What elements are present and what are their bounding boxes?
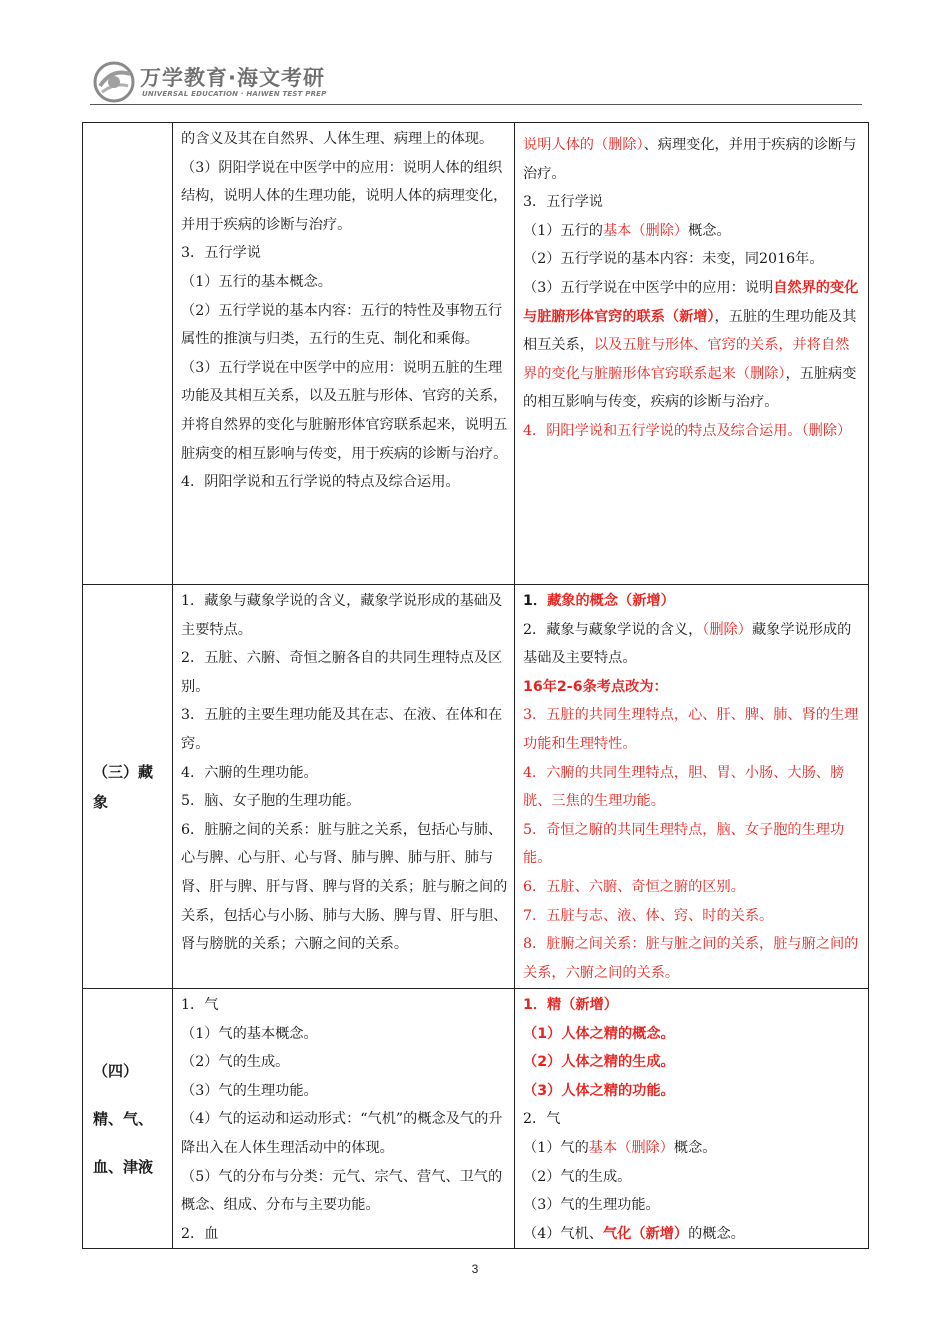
change-text: （1）五行的: [523, 222, 603, 239]
change-item: [523, 274, 862, 417]
change-item: [523, 1220, 862, 1249]
change-annotation: 8．脏腑之间关系：脏与脏之间的关系，脏与腑之间的关系，六腑之间的关系。: [523, 936, 859, 981]
change-item: [523, 616, 862, 673]
change-annotation: 16年2-6条考点改为：: [523, 678, 668, 695]
change-annotation: 藏象的概念（新增）: [547, 593, 675, 609]
syllabus-item: 5．脑、女子胞的生理功能。: [181, 793, 361, 810]
syllabus-2016-cell: [173, 989, 515, 1249]
syllabus-item: （3）五行学说在中医学中的应用：说明五脏的生理功能及其相互关系，以及五脏与形体、官窍的关系，并将自然界的变化与脏腑形体官窍联系起来，说明五脏病变的相互影响与传变，用于疾病的诊断与治疗。: [181, 359, 508, 462]
category-label: （四）精、气、血、津液: [93, 1061, 154, 1176]
syllabus-item: （2）五行学说的基本内容：五行的特性及事物五行属性的推演与归类，五行的生克、制化和乘侮。: [181, 302, 503, 348]
category-label: （三）藏象: [93, 762, 154, 811]
change-annotation: 说明人体的（删除）: [523, 137, 644, 153]
page-number: 3: [471, 1262, 479, 1276]
page-header: [90, 58, 862, 106]
change-item: [523, 816, 862, 873]
syllabus-2016-cell: [173, 585, 515, 989]
change-annotation: （1）人体之精的概念。: [523, 1025, 675, 1042]
change-annotation: 气化（新增）: [602, 1225, 689, 1242]
change-item: [523, 188, 862, 217]
syllabus-item: （5）气的分布与分类：元气、宗气、营气、卫气的概念、组成、分布与主要功能。: [181, 1168, 503, 1214]
table-row: [83, 123, 869, 585]
change-item: [523, 1020, 862, 1049]
change-item: [523, 930, 862, 987]
syllabus-2017-changes-cell: [515, 989, 869, 1249]
change-item: [523, 1077, 862, 1106]
syllabus-item: 3．五行学说: [181, 245, 261, 262]
change-annotation: （3）人体之精的功能。: [523, 1082, 675, 1099]
change-text: 、病理变化，并用于疾病的诊断与治疗。: [523, 137, 857, 182]
change-text: 藏象学说形成的基础及主要特点。: [523, 621, 852, 667]
syllabus-item: （1）五行的基本概念。: [181, 273, 332, 290]
change-annotation: 5．奇恒之腑的共同生理特点，脑、女子胞的生理功能。: [523, 821, 845, 867]
change-text: 1．: [523, 593, 548, 609]
brand-name-en: UNIVERSAL EDUCATION · HAIWEN TEST PREP: [142, 90, 327, 98]
change-annotation: 以及五脏与形体、官窍的关系，并将自然界的变化与脏腑形体官窍联系起来（删除）: [523, 337, 850, 382]
change-annotation: 基本（删除）: [602, 222, 689, 239]
change-text: （3）五行学说在中医学中的应用：说明: [523, 279, 774, 296]
change-text: 2．气: [523, 1111, 561, 1128]
change-item: [523, 131, 862, 188]
change-annotation: （2）人体之精的生成。: [523, 1054, 675, 1071]
syllabus-2017-changes-cell: [515, 585, 869, 989]
change-annotation: （删除）: [702, 621, 752, 638]
change-annotation: 6．五脏、六腑、奇恒之腑的区别。: [523, 878, 745, 895]
change-item: [523, 1048, 862, 1077]
change-item: [523, 701, 862, 758]
change-text: （4）气机、: [523, 1225, 603, 1242]
change-text: 2．藏象与藏象学说的含义，: [523, 621, 703, 638]
change-item: [523, 587, 862, 616]
change-annotation: 3．五脏的共同生理特点，心、肝、脾、肺、肾的生理功能和生理特性。: [523, 707, 859, 752]
syllabus-2017-changes-cell: [515, 123, 869, 585]
syllabus-item: （1）气的基本概念。: [181, 1025, 318, 1042]
change-annotation: 4．阴阳学说和五行学说的特点及综合运用。（删除）: [523, 422, 852, 439]
syllabus-2016-cell: [173, 123, 515, 585]
change-item: [523, 673, 862, 702]
change-text: （1）气的: [523, 1139, 589, 1156]
table-row: [83, 585, 869, 989]
change-item: [523, 1134, 862, 1163]
change-text: ，五脏病变的相互影响与传变，疾病的诊断与治疗。: [523, 365, 857, 411]
change-item: [523, 245, 862, 274]
brand-logo-icon: [92, 60, 136, 104]
change-item: [523, 417, 862, 446]
syllabus-item: 2．五脏、六腑、奇恒之腑各自的共同生理特点及区别。: [181, 650, 503, 695]
syllabus-item: 1．藏象与藏象学说的含义，藏象学说形成的基础及主要特点。: [181, 593, 503, 638]
change-item: [523, 991, 862, 1020]
syllabus-item: （2）气的生成。: [181, 1054, 290, 1071]
header-divider: [90, 104, 862, 105]
syllabus-table: [82, 122, 869, 1249]
syllabus-item: （3）阴阳学说在中医学中的应用：说明人体的组织结构，说明人体的生理功能，说明人体的病理变化，并用于疾病的诊断与治疗。: [181, 159, 508, 233]
category-cell: [83, 989, 173, 1249]
change-text: 概念。: [673, 1139, 717, 1156]
change-annotation: 4．六腑的共同生理特点，胆、胃、小肠、大肠、膀胱、三焦的生理功能。: [523, 764, 845, 810]
change-annotation: 基本（删除）: [588, 1139, 674, 1156]
syllabus-item: 2．血: [181, 1225, 219, 1242]
category-cell: [83, 123, 173, 585]
change-item: [523, 902, 862, 931]
change-text: （2）气的生成。: [523, 1168, 632, 1185]
change-annotation: 自然界的变化与脏腑形体官窍的联系（新增）: [523, 279, 859, 325]
change-item: [523, 873, 862, 902]
change-text: （2）五行学说的基本内容：未变，同2016年。: [523, 251, 824, 268]
syllabus-item: （4）气的运动和运动形式：“气机”的概念及气的升降出入在人体生理活动中的体现。: [181, 1111, 503, 1156]
syllabus-item: 4．六腑的生理功能。: [181, 764, 318, 781]
change-annotation: 1．精（新增）: [523, 997, 618, 1013]
syllabus-item: 4．阴阳学说和五行学说的特点及综合运用。: [181, 474, 460, 491]
syllabus-item: 1．气: [181, 997, 219, 1013]
change-annotation: 7．五脏与志、液、体、窍、时的关系。: [523, 907, 774, 924]
syllabus-item: 3．五脏的主要生理功能及其在志、在液、在体和在窍。: [181, 707, 503, 752]
syllabus-item: （3）气的生理功能。: [181, 1082, 318, 1099]
change-text: 的概念。: [688, 1225, 745, 1242]
category-cell: [83, 585, 173, 989]
syllabus-item: 的含义及其在自然界、人体生理、病理上的体现。: [181, 131, 494, 147]
change-item: [523, 1105, 862, 1134]
brand-name-cn: 万学教育·海文考研: [140, 66, 325, 90]
change-text: （3）气的生理功能。: [523, 1197, 660, 1214]
syllabus-item: 6．脏腑之间的关系：脏与脏之关系，包括心与肺、心与脾、心与肝、心与肾、肺与脾、肺与肝、肺与肾、肝与脾、肝与肾、脾与肾的关系；脏与腑之间的关系，包括心与小肠、肺与大肠、脾与胃、肝与胆、肾与膀胱的关系；六腑之间的关系。: [181, 821, 508, 953]
change-text: ，五脏的生理功能及其相互关系，: [523, 308, 857, 354]
change-item: [523, 759, 862, 816]
table-row: [83, 989, 869, 1249]
change-item: [523, 1163, 862, 1192]
change-text: 3．五行学说: [523, 194, 603, 211]
change-item: [523, 1191, 862, 1220]
change-text: 概念。: [688, 222, 731, 239]
change-item: [523, 217, 862, 246]
